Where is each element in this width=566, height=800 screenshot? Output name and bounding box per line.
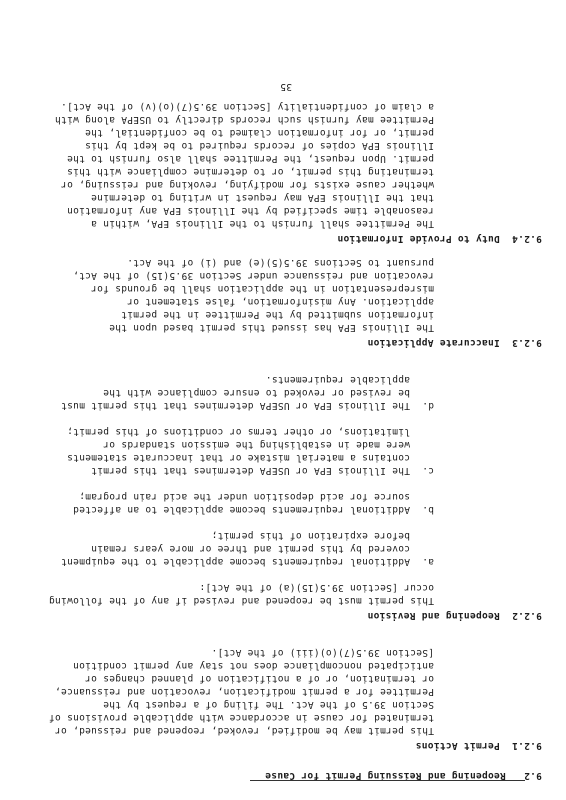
- list-item-line: The Illinois EPA or USEPA determines that this permit must: [60, 400, 410, 411]
- list-item-line: contains a material mistake or that inaccurate statements: [66, 452, 410, 463]
- paragraph-line: whether cause exists for modifying, revoking and reissuing, or: [60, 179, 434, 190]
- list-item-line: before expiration of this permit;: [211, 530, 410, 541]
- section-number: 9.2: [523, 770, 542, 781]
- paragraph-line: occur [Section 39.5(15)(a) of the Act]:: [199, 582, 434, 593]
- list-item-line: were made in establishing the emission standards or: [103, 439, 410, 450]
- paragraph-line: terminating this permit, or to determine compliance with this: [66, 166, 434, 177]
- paragraph-line: permit. Upon request, the Permittee shall also furnish to the: [66, 153, 434, 164]
- paragraph-line: a claim of confidentiality [Section 39.5(7)(o)(v) of the Act].: [60, 101, 434, 112]
- subsection-title: Permit Actions: [415, 740, 500, 751]
- paragraph-line: application. Any misinformation, false statement or: [127, 296, 434, 307]
- paragraph-line: Permittee for a permit modification, revocation and reissuance,: [54, 686, 434, 697]
- paragraph-line: Permittee may furnish such records directly to USEPA along with: [54, 114, 434, 125]
- list-item-line: limitations, or other terms or conditions of this permit;: [66, 426, 410, 437]
- list-item-line: Additional requirements become applicable to an affected: [72, 504, 410, 515]
- subsection-title: Reopening and Revision: [367, 610, 500, 621]
- list-item-line: Additional requirements become applicable to the equipment: [60, 556, 410, 567]
- paragraph-line: reasonable time specified by the Illinois EPA any information: [66, 205, 434, 216]
- list-item-line: source for acid deposition under the acid rain program;: [78, 491, 410, 502]
- section-title-underline: [250, 780, 525, 781]
- subsection-title: Inaccurate Application: [367, 337, 500, 348]
- paragraph-line: Section 39.5 of the Act. The filing of a request by the: [102, 699, 434, 710]
- paragraph-line: terminated for cause in accordance with applicable provisions of: [48, 712, 434, 723]
- list-item-letter: c.: [421, 465, 434, 476]
- list-item-line: applicable requirements.: [265, 374, 410, 385]
- subsection-heading-9-2-1: [415, 729, 566, 762]
- list-item-line: The Illinois EPA or USEPA determines that this permit: [90, 465, 410, 476]
- paragraph-line: This permit may be modified, revoked, reopened and reissued, or: [54, 725, 434, 736]
- paragraph-line: Illinois EPA copies of records required to be kept by this: [84, 140, 434, 151]
- paragraph-line: The Permittee shall furnish to the Illinois EPA, within a: [90, 218, 434, 229]
- paragraph-line: that the Illinois EPA may request in writing to determine: [90, 192, 434, 203]
- list-item-letter: b.: [421, 504, 434, 515]
- paragraph-line: The Illinois EPA has issued this permit based upon the: [108, 322, 434, 333]
- paragraph-line: pursuant to Sections 39.5(5)(e) and (i) of the Act.: [127, 257, 434, 268]
- paragraph-line: anticipated noncompliance does not stay any permit condition: [72, 660, 434, 671]
- paragraph-line: This permit must be reopened and revised if any of the following: [48, 595, 434, 606]
- list-item-letter: d.: [421, 400, 434, 411]
- paragraph-line: information submitted by the Permittee in the permit: [120, 309, 434, 320]
- paragraph-line: misrepresentation in the application shall be grounds for: [90, 283, 434, 294]
- subsection-number: 9.2.1: [511, 740, 542, 751]
- list-item-line: be revised or revoked to ensure compliance with the: [103, 387, 410, 398]
- section-title: Reopening and Reissuing Permit for Cause: [265, 770, 506, 781]
- list-item-line: covered by this permit and three or more years remain: [90, 543, 410, 554]
- page-number: 35: [279, 81, 292, 92]
- paragraph-line: or termination, or of a notification of planned changes or: [84, 673, 434, 684]
- subsection-number: 9.2.2: [511, 610, 542, 621]
- subsection-title: Duty to Provide Information: [337, 233, 500, 244]
- paragraph-line: revocation and reissuance under Section 39.5(15) of the Act,: [72, 270, 434, 281]
- subsection-number: 9.2.4: [511, 233, 542, 244]
- paragraph-line: permit, or for information claimed to be confidential, the: [84, 127, 434, 138]
- section-heading: [265, 759, 566, 792]
- paragraph-line: [Section 39.5(7)(o)(iii) of the Act].: [211, 647, 434, 658]
- subsection-number: 9.2.3: [511, 337, 542, 348]
- list-item-letter: a.: [421, 556, 434, 567]
